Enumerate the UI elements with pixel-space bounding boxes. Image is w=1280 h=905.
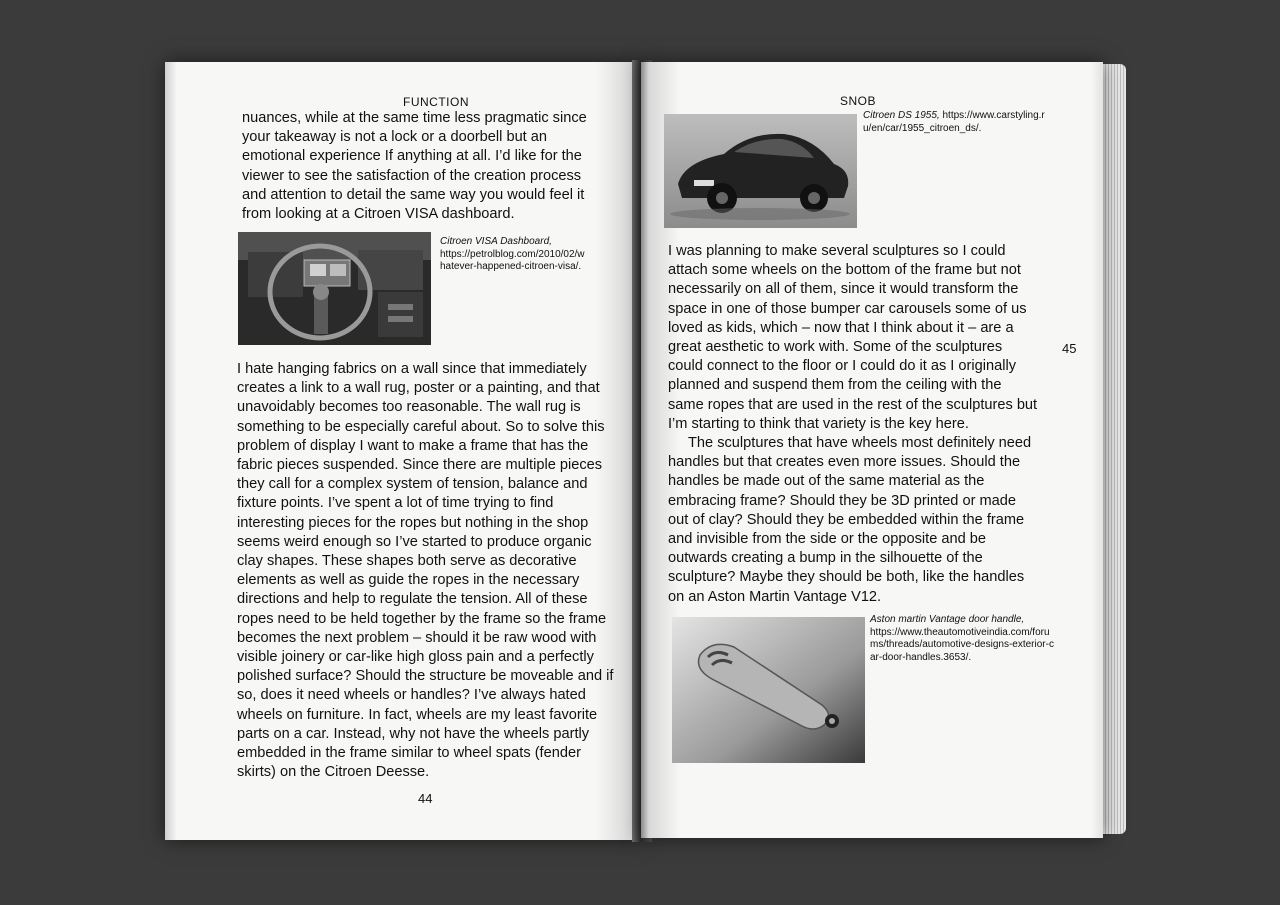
dashboard-caption xyxy=(440,236,590,274)
car-caption xyxy=(863,110,1053,135)
door-handle-caption-source: https://www.theautomotiveindia.com/forums/threads/automotive-designs-exterior-car-door-handles.3653/. xyxy=(870,626,1054,663)
dashboard-caption-title: Citroen VISA Dashboard, xyxy=(440,236,552,247)
running-header-right: SNOB xyxy=(840,94,877,108)
door-handle-caption xyxy=(870,614,1055,664)
door-handle-photo-icon xyxy=(672,617,865,763)
running-header-left: FUNCTION xyxy=(403,95,469,109)
car-caption-title: Citroen DS 1955, xyxy=(863,110,940,121)
left-page xyxy=(165,62,643,840)
page-number-right: 45 xyxy=(1062,341,1077,356)
right-page xyxy=(641,62,1103,838)
door-handle-caption-title: Aston martin Vantage door handle, xyxy=(870,614,1025,625)
dashboard-photo-icon xyxy=(238,232,431,345)
paragraph-top: nuances, while at the same time less pragmatic since your takeaway is not a lock or a doorbell but an emotional experience If anything at all. I’d like for the viewer to see the satisfaction of the creation process and attention to detail the same way you would feel it from looking at a Citroen VISA dashboard. xyxy=(242,110,587,223)
car-caption-source: https://www.carstyling.ru/en/car/1955_citroen_ds/. xyxy=(863,110,1045,134)
page-number-left: 44 xyxy=(418,791,433,806)
dashboard-caption-source: https://petrolblog.com/2010/02/whatever-happened-citroen-visa/. xyxy=(440,248,585,272)
paragraphs-right: I was planning to make several sculptures so I could attach some wheels on the bottom of the frame but not necessarily on all of them, since it would transform the space in one of those bumper car carousels some of us loved as kids, which – now that I think about it – are a great aesthetic to work with. Some of the sculptures could connect to the floor or I could do it as I originally planned and suspend them from the ceiling with the same ropes that are used in the rest of the sculptures but I’m starting to think that variety is the key here. The sculptures that have wheels most definitely need handles but that creates even more issues. Should the handles be made out of the same material as the embracing frame? Should they be 3D printed or made out of clay? Should they be embedded within the frame and invisible from the side or the opposite and be outwards creating a bump in the silhouette of the sculpture? Maybe they should be both, like the handles on an Aston Martin Vantage V12. xyxy=(668,243,1038,605)
car-photo-icon xyxy=(664,114,857,228)
page-edges xyxy=(1100,64,1126,834)
paragraph-main: I hate hanging fabrics on a wall since that immediately creates a link to a wall rug, poster or a painting, and that unavoidably becomes too reasonable. The wall rug is something to be especially careful about. So to solve this problem of display I want to make a frame that has the fabric pieces suspended. Since there are multiple pieces they call for a complex system of tension, balance and fixture points. I’ve spent a lot of time trying to find interesting pieces for the ropes but nothing in the shop seems weird enough so I’ve started to produce organic clay shapes. These shapes both serve as decorative elements as well as guide the ropes in the necessary directions and help to regulate the tension. All of these ropes need to be held together by the frame so the frame becomes the next problem – should it be raw wood with visible joinery or car-like high gloss pain and a perfectly polished surface? Should the structure be moveable and if so, does it need wheels or handles? I’ve always hated wheels on furniture. In fact, wheels are my least favorite parts on a car. Instead, why not have the wheels partly embedded in the frame similar to wheel spats (fender skirts) on the Citroen Deesse. xyxy=(237,361,614,781)
